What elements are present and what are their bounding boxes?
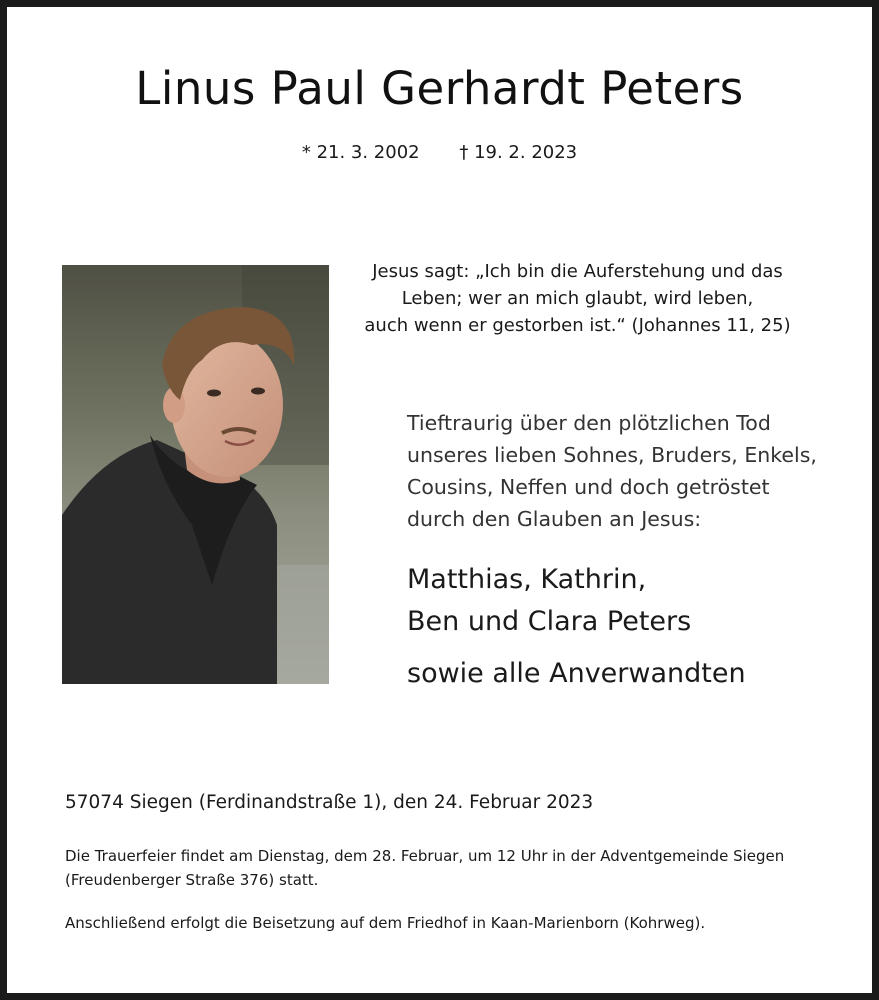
life-dates (0, 142, 879, 163)
verse-line: auch wenn er gestorben ist.“ (Johannes 11, 25) (364, 315, 791, 336)
family-line: Ben und Clara Peters (407, 606, 692, 637)
place-and-date: 57074 Siegen (Ferdinandstraße 1), den 24. Februar 2023 (65, 792, 594, 813)
grief-statement (407, 407, 847, 535)
verse-line: Jesus sagt: „Ich bin die Auferstehung und das (372, 261, 783, 282)
funeral-line: Die Trauerfeier findet am Dienstag, dem 28. Februar, um 12 Uhr in der Adventgemeinde Siegen (65, 847, 785, 865)
grief-line: unseres lieben Sohnes, Bruders, Enkels, (407, 443, 817, 467)
death-date: † 19. 2. 2023 (459, 142, 578, 163)
birth-date: * 21. 3. 2002 (301, 142, 420, 163)
grief-line: Tieftraurig über den plötzlichen Tod (407, 411, 771, 435)
family-names (407, 559, 847, 643)
portrait-photo (62, 265, 329, 684)
relatives-line: sowie alle Anverwandten (407, 658, 746, 689)
family-line: Matthias, Kathrin, (407, 564, 647, 595)
bible-verse (345, 258, 810, 339)
grief-line: Cousins, Neffen und doch getröstet (407, 475, 770, 499)
verse-line: Leben; wer an mich glaubt, wird leben, (401, 288, 754, 309)
funeral-line: (Freudenberger Straße 376) statt. (65, 871, 319, 889)
funeral-notice (65, 844, 855, 892)
burial-notice: Anschließend erfolgt die Beisetzung auf dem Friedhof in Kaan-Marienborn (Kohrweg). (65, 914, 706, 932)
deceased-name: Linus Paul Gerhardt Peters (135, 62, 744, 115)
grief-line: durch den Glauben an Jesus: (407, 507, 702, 531)
